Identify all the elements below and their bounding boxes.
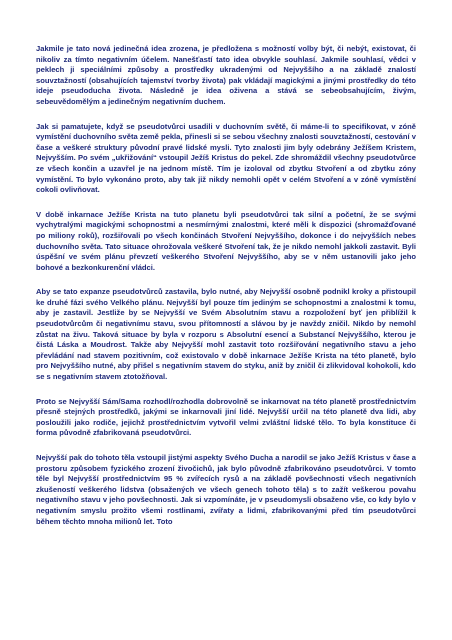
paragraph-5: Proto se Nejvyšší Sám/Sama rozhodl/rozhodla dobrovolně se inkarnovat na této planetě prostřednictvím přesně stejných prostředků, jakými se inkarnovali jiní lidé. Nejvyšší určil na této planetě dva lidi, aby posloužili jako rodiče, jejichž prostřednictvím vytvořil velmi zvláštní lidské tělo. To byla konstituce či forma původně zfabrikovaná pseudotvůrci. (36, 396, 416, 438)
document-page (36, 44, 416, 636)
paragraph-6: Nejvyšší pak do tohoto těla vstoupil jistými aspekty Svého Ducha a narodil se jako Ježíš Kristus v čase a prostoru způsobem fyzického zrození živočichů, jak bylo původně zfabrikováno pseudotvůrci. V tomto těle byl Nejvyšší prostřednictvím 95 % zvířecích rysů a na základě povšechnosti všech negativních zkušeností veškerého lidstva (obsažených ve všech genech tohoto těla) s to zažít veškerou povahu negativního stavu v jeho povšechnosti. Jak si vzpomínáte, je v pseudomysli obsaženo vše, co kdy bylo v negativním smyslu prožito všemi rostlinami, zvířaty a lidmi, zfabrikovanými před tím pseudotvůrci během těchto mnoha milionů let. Toto (36, 453, 416, 526)
paragraph-4: Aby se tato expanze pseudotvůrců zastavila, bylo nutné, aby Nejvyšší osobně podnikl kroky a přistoupil ke druhé fázi svého Velkého plánu. Nejvyšší byl pouze tím jediným se schopnostmi a znalostmi k tomu, aby je zastavil. Jestliže by se Nejvyšší ve Svém Absolutním stavu a rozpoložení byť jen přiblížil k pseudotvůrcům či negativnímu stavu, svou přítomností a slávou by je navždy zničil. Nikdo by nemohl zůstat na živu. Taková situace by byla v rozporu s Absolutní esencí a Substancí Nejvyššího, kterou je čistá Láska a Moudrost. Takže aby Nejvyšší mohl zastavit toto rozšiřování negativního stavu a jeho převládání nad stavem pozitivním, což existovalo v době inkarnace Ježíše Krista na této planetě, bylo pro Nejvyššího nutné, aby přišel s negativním stavem do styku, aniž by zničil či zlikvidoval kohokoli, kdo se s negativním stavem ztotožňoval. (36, 287, 416, 382)
paragraph-2: Jak si pamatujete, když se pseudotvůrci usadili v duchovním světě, či máme-li to specifikovat, v zóně vymístění duchovního světa země pekla, přinesli si se sebou všechny znalosti souvztažností, cestování v čase a veškeré struktury původní pravé lidské mysli. Tyto znalosti jim byly odebrány Ježíšem Kristem, Nejvyšším. Po svém „ukřižování“ vstoupil Ježíš Kristus do pekel. Zde shromáždil všechny pseudotvůrce ze všech končin a uzavřel je na jednom místě. Tím je izoloval od zbytku Stvoření a od zbytku zóny vymístění. To bylo vykonáno proto, aby tak již nikdy nemohli opět v celém Stvoření a v zóně vymístění cokoli ovlivňovat. (36, 121, 416, 195)
paragraph-3: V době inkarnace Ježíše Krista na tuto planetu byli pseudotvůrci tak silní a početní, že se svými vychytralými magickými schopnostmi a nesmírnými znalostmi, které měli k dispozici (shromažďované po miliony roků), rozšiřovali po všech končinách Stvoření Nejvyššího, dokonce i do nejvyšších nebes duchovního světa. Tato situace ohrožovala veškeré Stvoření tak, že je nikdo nemohl jakkoli zastavit. Byli úspěšní ve svém plánu převzetí veškerého Stvoření Nejvyššího, aby se v něm ustanovili jako jeho bohové a bezkonkurenční vládci. (36, 209, 416, 272)
paragraph-1: Jakmile je tato nová jedinečná idea zrozena, je předložena s možností volby být, či nebýt, existovat, či nikoliv za tímto negativním účelem. Nanešťastí tato idea obvykle souhlasí. Jakmile souhlasí, vědci v peklech ji speciálními způsoby a prostředky ukradenými od Nejvyššího a na základě znalostí souvztažností (obsahujících tajemství tvorby života) pak vkládají magickými a jinými prostředky do této ideje pseudoducha života. Následně je idea oživena a stává se sebeobsahujícím, živým, sebeuvědomělým a jedinečným negativním duchem. (36, 44, 416, 106)
